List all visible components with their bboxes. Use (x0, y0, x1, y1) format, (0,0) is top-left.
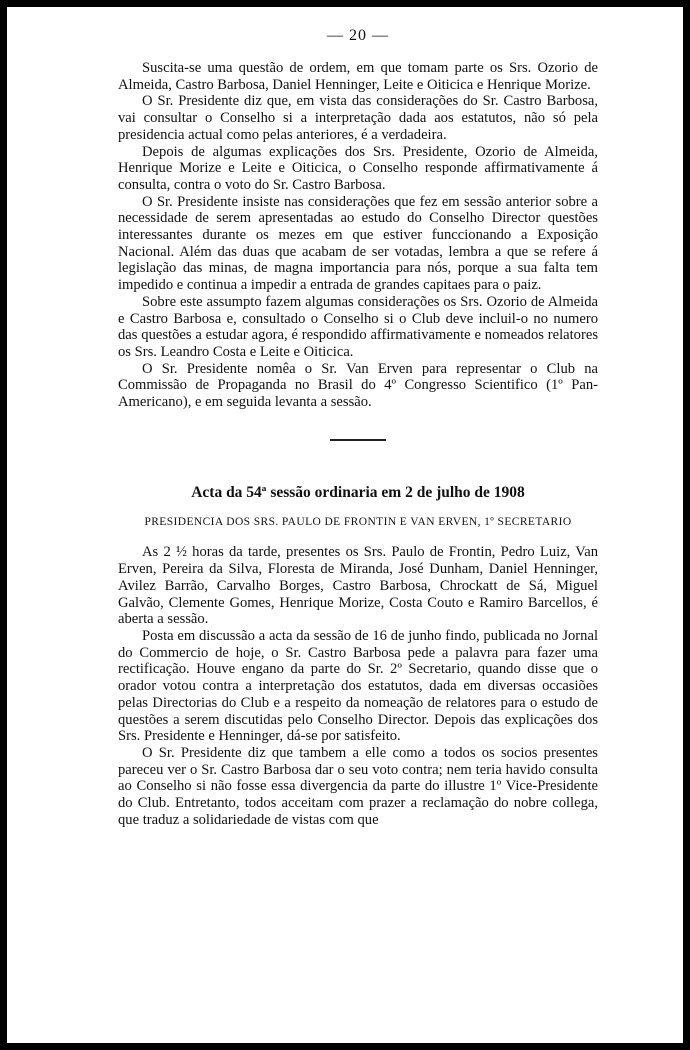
paragraph: O Sr. Presidente nomêa o Sr. Van Erven para representar o Club na Commissão de Propaganda no Brasil do 4º Congresso Scientifico (1º Pan-Americano), e em seguida levanta a sessão. (118, 360, 598, 411)
paragraph: O Sr. Presidente diz que tambem a elle como a todos os socios presentes pareceu ver o Sr. Castro Barbosa dar o seu voto contra; nem teria havido consulta ao Conselho si não fosse essa divergencia da parte do illustre 1º Vice-Presidente do Club. Entretanto, todos acceitam com prazer a reclamação do nobre collega, que traduz a solidariedade de vistas com que (118, 744, 598, 828)
section-subtitle: PRESIDENCIA DOS SRS. PAULO DE FRONTIN E VAN ERVEN, 1º SECRETARIO (144, 516, 572, 529)
paragraph: As 2 ½ horas da tarde, presentes os Srs. Paulo de Frontin, Pedro Luiz, Van Erven, Pereira da Silva, Floresta de Miranda, José Dunham, Daniel Henninger, Avilez Barrão, Carvalho Borges, Castro Barbosa, Chrockatt de Sá, Miguel Galvão, Clemente Gomes, Henrique Morize, Costa Couto e Ramiro Barcellos, é aberta a sessão. (118, 544, 598, 628)
paragraph: Suscita-se uma questão de ordem, em que tomam parte os Srs. Ozorio de Almeida, Castro Barbosa, Daniel Henninger, Leite e Oiticica e Henrique Morize. (118, 60, 598, 93)
paragraph: Posta em discussão a acta da sessão de 16 de junho findo, publicada no Jornal do Commercio de hoje, o Sr. Castro Barbosa pede a palavra para fazer uma rectificação. Houve engano da parte do Sr. 2º Secretario, quando disse que o orador votou contra a interpretação dos estatutos, dada em diversas occasiões pelas Directorias do Club e a respeito da nomeação de relatores para o estudo de questões a serem discutidas pelo Conselho Director. Depois das explicações dos Srs. Presidente e Henninger, dá-se por satisfeito. (118, 627, 598, 745)
section-divider (330, 439, 386, 441)
paragraph: Depois de algumas explicações dos Srs. Presidente, Ozorio de Almeida, Henrique Morize e Leite e Oiticica, o Conselho responde affirmativamente á consulta, contra o voto do Sr. Castro Barbosa. (118, 143, 598, 193)
paragraph: Sobre este assumpto fazem algumas considerações os Srs. Ozorio de Almeida e Castro Barbosa e, consultado o Conselho si o Club deve incluil-o no numero das questões a estudar agora, é respondido affirmativamente e nomeados relatores os Srs. Leandro Costa e Leite e Oiticica. (118, 293, 598, 360)
paragraph: O Sr. Presidente diz que, em vista das considerações do Sr. Castro Barbosa, vai consultar o Conselho si a interpretação dada aos estatutos, não só pela presidencia actual como pelas anteriores, é a verdadeira. (118, 93, 598, 143)
document-page (118, 22, 598, 828)
paragraph: O Sr. Presidente insiste nas considerações que fez em sessão anterior sobre a necessidade de serem apresentadas ao estudo do Conselho Director questões interessantes durante os mezes em que estiver funccionando a Exposição Nacional. Além das duas que acabam de ser votadas, lembra a que se refere á legislação das minas, de magna importancia para nós, porque a sua falta tem impedido e continua a impedir a entrada de grandes capitaes para o paiz. (118, 193, 598, 294)
section-previous-session (118, 60, 598, 411)
section-acta-54 (118, 485, 598, 829)
section-title: Acta da 54ª sessão ordinaria em 2 de julho de 1908 (191, 483, 525, 501)
page-number: — 20 — (327, 27, 389, 44)
